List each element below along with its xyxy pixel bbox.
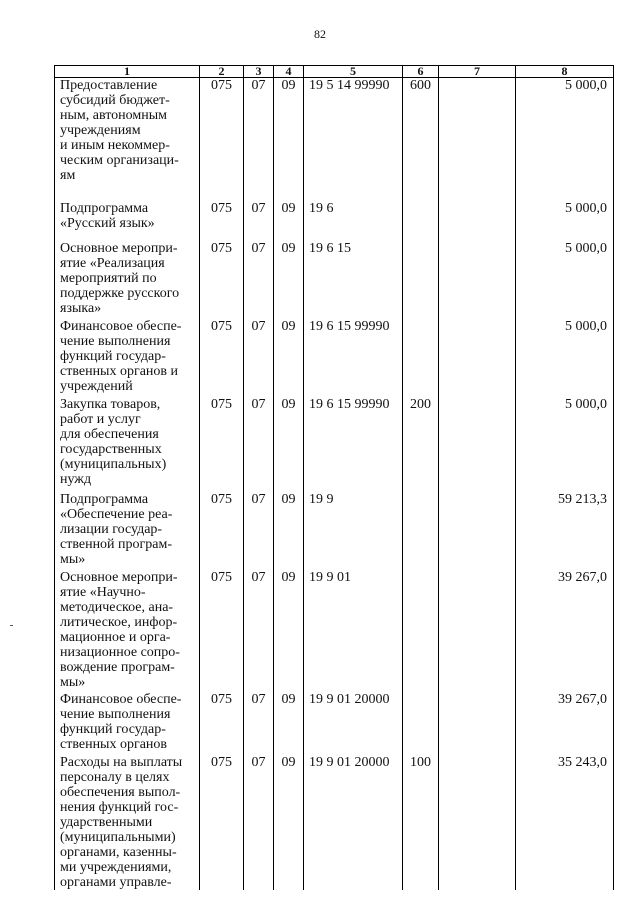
- amount-value: 39 267,0: [516, 570, 614, 692]
- subsection-code: 09: [274, 492, 304, 570]
- description-line: литическое, инфор-: [60, 614, 178, 630]
- description-line: ственных органов и: [60, 363, 179, 379]
- table-row: [55, 319, 614, 397]
- target-article-code: 19 9 01 20000: [304, 755, 403, 890]
- description-line: ми учреждениями,: [60, 859, 172, 875]
- description-line: для обеспечения: [60, 426, 159, 442]
- table-row: [55, 755, 614, 890]
- description-line: Расходы на выплаты: [60, 754, 183, 770]
- expense-type-code: [403, 201, 439, 241]
- description-line: Основное меропри-: [60, 240, 178, 256]
- column-7-value: [439, 755, 516, 890]
- target-article-code: 19 6 15: [304, 241, 403, 319]
- section-code: 07: [244, 201, 274, 241]
- row-description: [55, 78, 200, 201]
- section-code: 07: [244, 570, 274, 692]
- ministry-code: 075: [200, 319, 244, 397]
- expense-type-code: 100: [403, 755, 439, 890]
- margin-mark: [10, 625, 13, 626]
- description-line: (муниципальными): [60, 829, 176, 845]
- amount-value: 5 000,0: [516, 319, 614, 397]
- column-7-value: [439, 201, 516, 241]
- target-article-code: 19 6: [304, 201, 403, 241]
- amount-value: 59 213,3: [516, 492, 614, 570]
- description-line: работ и услуг: [60, 411, 141, 427]
- row-description: [55, 241, 200, 319]
- target-article-code: 19 6 15 99990: [304, 319, 403, 397]
- ministry-code: 075: [200, 570, 244, 692]
- description-line: учреждений: [60, 378, 133, 394]
- subsection-code: 09: [274, 201, 304, 241]
- description-line: (муниципальных): [60, 456, 167, 472]
- description-line: вождение програм-: [60, 659, 175, 675]
- column-header-8: 8: [516, 66, 614, 78]
- description-line: методическое, ана-: [60, 599, 174, 615]
- description-line: нения функций гос-: [60, 799, 179, 815]
- description-line: государственных: [60, 441, 162, 457]
- description-line: Финансовое обеспе-: [60, 691, 182, 707]
- section-code: 07: [244, 397, 274, 492]
- description-line: мероприятий по: [60, 270, 157, 286]
- description-line: ударственными: [60, 814, 153, 830]
- description-line: Подпрограмма: [60, 200, 149, 216]
- amount-value: 35 243,0: [516, 755, 614, 890]
- expense-type-code: [403, 692, 439, 755]
- ministry-code: 075: [200, 492, 244, 570]
- column-7-value: [439, 692, 516, 755]
- ministry-code: 075: [200, 397, 244, 492]
- subsection-code: 09: [274, 570, 304, 692]
- row-description: [55, 201, 200, 241]
- column-header-4: 4: [274, 66, 304, 78]
- description-line: ятие «Реализация: [60, 255, 165, 271]
- ministry-code: 075: [200, 692, 244, 755]
- expense-type-code: 200: [403, 397, 439, 492]
- amount-value: 5 000,0: [516, 241, 614, 319]
- section-code: 07: [244, 241, 274, 319]
- expense-type-code: [403, 319, 439, 397]
- subsection-code: 09: [274, 241, 304, 319]
- amount-value: 5 000,0: [516, 397, 614, 492]
- table-row: [55, 241, 614, 319]
- description-line: Основное меропри-: [60, 569, 178, 585]
- subsection-code: 09: [274, 692, 304, 755]
- description-line: ятие «Научно-: [60, 584, 146, 600]
- description-line: ным, автономным: [60, 108, 168, 123]
- table-body: [55, 78, 614, 890]
- description-line: Финансовое обеспе-: [60, 318, 182, 334]
- ministry-code: 075: [200, 201, 244, 241]
- expense-type-code: [403, 492, 439, 570]
- table-row: [55, 692, 614, 755]
- ministry-code: 075: [200, 78, 244, 201]
- target-article-code: 19 9: [304, 492, 403, 570]
- subsection-code: 09: [274, 78, 304, 201]
- section-code: 07: [244, 492, 274, 570]
- description-line: мы»: [60, 674, 86, 690]
- row-description: [55, 692, 200, 755]
- description-line: функций государ-: [60, 721, 166, 737]
- target-article-code: 19 9 01: [304, 570, 403, 692]
- expense-type-code: [403, 241, 439, 319]
- table-row: [55, 570, 614, 692]
- description-line: чение выполнения: [60, 706, 171, 722]
- ministry-code: 075: [200, 755, 244, 890]
- description-line: мационное и орга-: [60, 629, 171, 645]
- description-line: и иным некоммер-: [60, 138, 170, 153]
- description-line: нужд: [60, 471, 92, 487]
- section-code: 07: [244, 755, 274, 890]
- column-header-2: 2: [200, 66, 244, 78]
- description-line: Подпрограмма: [60, 491, 149, 507]
- column-7-value: [439, 241, 516, 319]
- description-line: «Обеспечение реа-: [60, 506, 173, 522]
- column-header-7: 7: [439, 66, 516, 78]
- column-7-value: [439, 319, 516, 397]
- target-article-code: 19 5 14 99990: [304, 78, 403, 201]
- page-number: 82: [314, 27, 326, 41]
- amount-value: 39 267,0: [516, 692, 614, 755]
- description-line: ственных органов: [60, 736, 168, 752]
- table-row: [55, 397, 614, 492]
- description-line: «Русский язык»: [60, 215, 155, 231]
- section-code: 07: [244, 692, 274, 755]
- column-header-3: 3: [244, 66, 274, 78]
- description-line: органами управле-: [60, 874, 172, 890]
- amount-value: 5 000,0: [516, 78, 614, 201]
- description-line: органами, казенны-: [60, 844, 177, 860]
- column-7-value: [439, 570, 516, 692]
- budget-table: [54, 65, 614, 890]
- subsection-code: 09: [274, 755, 304, 890]
- description-line: поддержке русского: [60, 285, 180, 301]
- description-line: лизации государ-: [60, 521, 163, 537]
- ministry-code: 075: [200, 241, 244, 319]
- description-line: обеспечения выпол-: [60, 784, 181, 800]
- table-row: [55, 78, 614, 201]
- description-line: низационное сопро-: [60, 644, 180, 660]
- description-line: ственной програм-: [60, 536, 173, 552]
- description-line: Предоставление: [60, 78, 158, 93]
- column-7-value: [439, 492, 516, 570]
- column-header-6: 6: [403, 66, 439, 78]
- section-code: 07: [244, 78, 274, 201]
- table-row: [55, 492, 614, 570]
- table-row: [55, 201, 614, 241]
- row-description: [55, 319, 200, 397]
- description-line: ческим организаци-: [60, 153, 179, 168]
- description-line: учреждениям: [60, 123, 141, 138]
- column-7-value: [439, 397, 516, 492]
- description-line: Закупка товаров,: [60, 396, 161, 412]
- row-description: [55, 492, 200, 570]
- description-line: субсидий бюджет-: [60, 93, 170, 108]
- description-line: чение выполнения: [60, 333, 171, 349]
- column-7-value: [439, 78, 516, 201]
- description-line: персоналу в целях: [60, 769, 170, 785]
- expense-type-code: 600: [403, 78, 439, 201]
- row-description: [55, 397, 200, 492]
- target-article-code: 19 6 15 99990: [304, 397, 403, 492]
- section-code: 07: [244, 319, 274, 397]
- target-article-code: 19 9 01 20000: [304, 692, 403, 755]
- column-header-1: 1: [55, 66, 200, 78]
- description-line: функций государ-: [60, 348, 166, 364]
- subsection-code: 09: [274, 319, 304, 397]
- expense-type-code: [403, 570, 439, 692]
- description-line: языка»: [60, 300, 102, 316]
- subsection-code: 09: [274, 397, 304, 492]
- header-row: [55, 66, 614, 78]
- description-line: мы»: [60, 551, 86, 567]
- description-line: ям: [60, 168, 76, 183]
- row-description: [55, 570, 200, 692]
- amount-value: 5 000,0: [516, 201, 614, 241]
- column-header-5: 5: [304, 66, 403, 78]
- row-description: [55, 755, 200, 890]
